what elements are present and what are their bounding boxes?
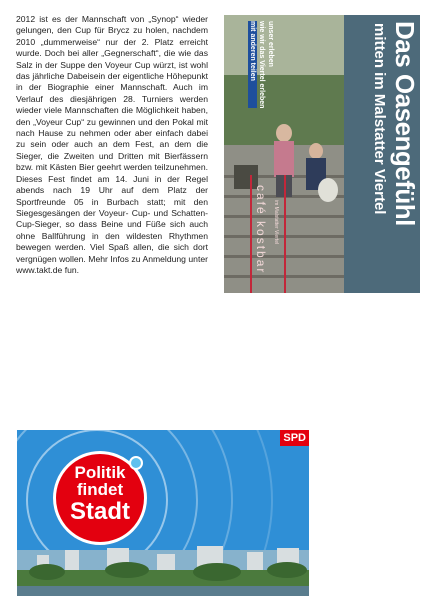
badge-line: findet (76, 480, 124, 499)
book-title: Das Oasengefühl (390, 21, 420, 226)
cover-tagline-highlight: mit anderen teilen (248, 21, 257, 108)
cafe-logo-name: kostbar (254, 221, 268, 275)
book-cover-image (224, 15, 420, 293)
article-text-column (16, 14, 208, 276)
party-logo: SPD (280, 430, 309, 446)
cover-stripe (250, 175, 252, 293)
campaign-poster-image (17, 430, 309, 596)
article-paragraph: 2012 ist es der Mannschaft von „Synop“ wieder gelungen, den Cup für Brycz zu holen, nachdem 2010 „dummerweise“ nur der 2. Platz erreicht wurde. Doch bei aller „Gegnerschaft“, die wie das Salz in der Suppe den Voyeur Cup würzt, ist wohl das jährliche Dabeisein der eigentliche Höhepunkt in der Biographie einer Mannschaft. Auch im Verlauf des diesjährigen 28. Turniers werden wieder viele Mannschaften die Möglichkeit haben, den „Voyeur Cup“ zu gewinnen und den Pokal mit nach Hause zu nehmen oder aber einfach dabei zu sein oder auch an dem Fest, an dem die Sieger, die Zweiten und Dritten mit Bierfässern bzw. mit Kästen Bier geehrt werden teilzunehmen. Dieses Fest findet am 14. Juni in der Regel abends nach 19 Uhr auf dem Platz der Sportfreunde 05 in Burbach statt; mit den Siegesgesängen der Voyeur- Cup- und Schatten-Cup-Sieger, so dass Beine und Füße sich auch ohne Ballführung in den wildesten Rhythmen bewegen werden. Viel Spaß allen, die sich dort vergnügen wollen. Mehr Infos zu Anmeldung unter www.takt.de fun. (16, 14, 208, 275)
badge-line: Politik (74, 463, 126, 482)
book-subtitle: mitten im Malstatter Viertel (371, 23, 388, 215)
cover-stripe (284, 175, 286, 293)
cafe-logo-subtitle: im Malstatter Viertel (273, 200, 279, 245)
cover-tagline-line: wie wir das Viertel erleben (258, 21, 265, 109)
cafe-logo-prefix: café (254, 185, 268, 216)
cover-tagline (248, 21, 275, 108)
cafe-logo (254, 185, 268, 274)
badge-dot-icon (129, 456, 143, 470)
cover-tagline-line: unser erleben (267, 21, 274, 67)
badge-line: Stadt (70, 498, 130, 525)
